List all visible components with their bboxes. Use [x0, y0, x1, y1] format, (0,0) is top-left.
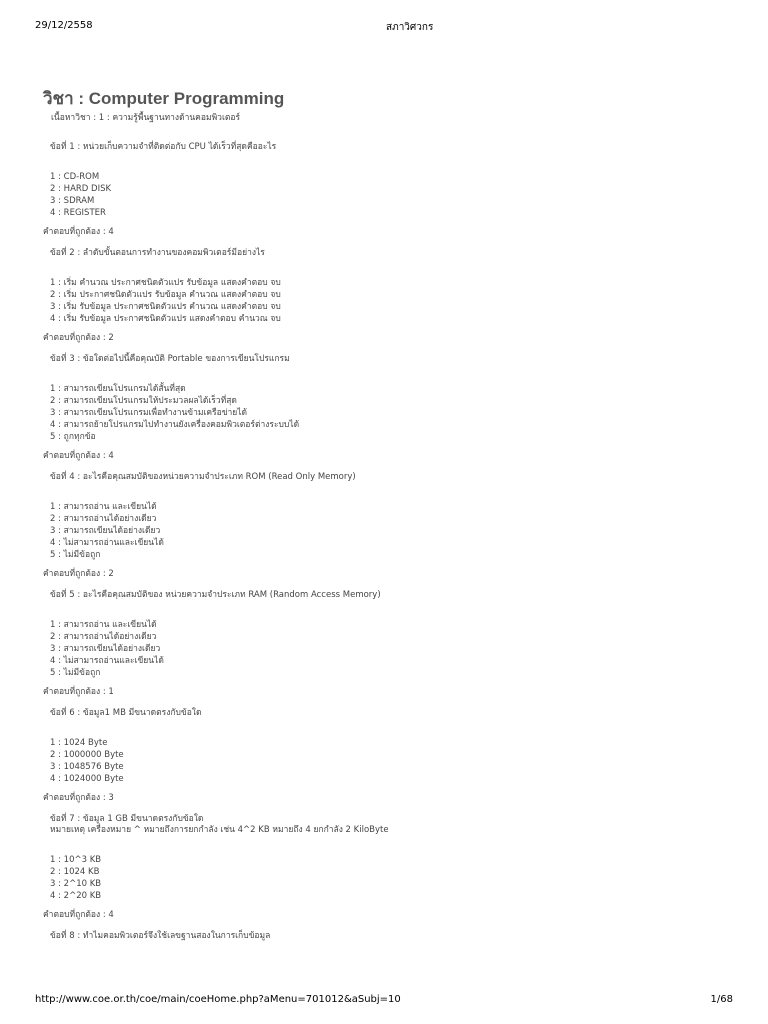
choice-item: 2 : สามารถอ่านได้อย่างเดียว	[50, 632, 157, 642]
choice-item: 2 : เริ่ม ประกาศชนิดตัวแปร รับข้อมูล คำนวณ แสดงคำตอบ จบ	[50, 290, 281, 300]
choice-list	[50, 171, 768, 219]
correct-answer: คำตอบที่ถูกต้อง : 2	[43, 333, 114, 343]
question-text: ข้อที่ 6 : ข้อมูล1 MB มีขนาดตรงกับข้อใด	[50, 708, 202, 718]
choice-item: 3 : สามารถเขียนได้อย่างเดียว	[50, 526, 161, 536]
choice-item: 1 : สามารถเขียนโปรแกรมได้สั้นที่สุด	[50, 384, 186, 394]
choice-item: 2 : สามารถเขียนโปรแกรมให้ประมวลผลได้เร็วที่สุด	[50, 396, 237, 406]
choice-item: 1 : สามารถอ่าน และเขียนได้	[50, 502, 157, 512]
choice-item: 5 : ไม่มีข้อถูก	[50, 550, 101, 560]
choice-item: 2 : 1000000 Byte	[50, 750, 124, 760]
choice-item: 4 : เริ่ม รับข้อมูล ประกาศชนิดตัวแปร แสดงคำตอบ คำนวณ จบ	[50, 314, 281, 324]
choice-item: 1 : CD-ROM	[50, 172, 100, 182]
page-subtitle: เนื้อหาวิชา : 1 : ความรู้พื้นฐานทางด้านคอมพิวเตอร์	[51, 113, 241, 123]
choice-item: 3 : 2^10 KB	[50, 879, 102, 889]
question-block	[0, 580, 768, 698]
choice-item: 3 : สามารถเขียนโปรแกรมเพื่อทำงานข้ามเครือข่ายได้	[50, 408, 248, 418]
choice-item: 2 : สามารถอ่านได้อย่างเดียว	[50, 514, 157, 524]
choice-item: 5 : ถูกทุกข้อ	[50, 432, 96, 442]
choice-item: 4 : ไม่สามารถอ่านและเขียนได้	[50, 656, 164, 666]
choice-item: 2 : 1024 KB	[50, 867, 100, 877]
choice-item: 3 : เริ่ม รับข้อมูล ประกาศชนิดตัวแปร คำนวณ แสดงคำตอบ จบ	[50, 302, 281, 312]
page-number: 1/68	[710, 994, 733, 1005]
choice-item: 3 : 1048576 Byte	[50, 762, 124, 772]
correct-answer: คำตอบที่ถูกต้อง : 1	[43, 687, 114, 697]
choice-list	[50, 854, 768, 902]
choice-item: 4 : 2^20 KB	[50, 891, 102, 901]
question-block	[0, 462, 768, 580]
correct-answer: คำตอบที่ถูกต้อง : 2	[43, 569, 114, 579]
correct-answer: คำตอบที่ถูกต้อง : 4	[43, 451, 114, 461]
choice-item: 4 : 1024000 Byte	[50, 774, 124, 784]
question-text: ข้อที่ 3 : ข้อใดต่อไปนี้คือคุณบัติ Portable ของการเขียนโปรแกรม	[50, 354, 290, 364]
footer-url[interactable]: http://www.coe.or.th/coe/main/coeHome.php?aMenu=701012&aSubj=10	[35, 994, 401, 1005]
choice-item: 1 : 10^3 KB	[50, 855, 102, 865]
choice-item: 1 : เริ่ม คำนวณ ประกาศชนิดตัวแปร รับข้อมูล แสดงคำตอบ จบ	[50, 278, 281, 288]
choice-item: 5 : ไม่มีข้อถูก	[50, 668, 101, 678]
question-block	[0, 344, 768, 462]
choice-item: 4 : สามารถย้ายโปรแกรมไปทำงานยังเครื่องคอมพิวเตอร์ต่างระบบได้	[50, 420, 300, 430]
site-title: สภาวิศวกร	[386, 22, 434, 33]
question-text: ข้อที่ 4 : อะไรคือคุณสมบัติของหน่วยความจำประเภท ROM (Read Only Memory)	[50, 472, 356, 482]
print-date: 29/12/2558	[35, 20, 93, 31]
choice-item: 1 : สามารถอ่าน และเขียนได้	[50, 620, 157, 630]
choice-list	[50, 619, 768, 679]
correct-answer: คำตอบที่ถูกต้อง : 4	[43, 910, 114, 920]
question-block	[0, 804, 768, 921]
question-text: ข้อที่ 7 : ข้อมูล 1 GB มีขนาดตรงกับข้อใด	[50, 814, 204, 824]
question-block	[0, 132, 768, 238]
choice-item: 3 : สามารถเขียนได้อย่างเดียว	[50, 644, 161, 654]
question-list	[0, 132, 768, 942]
choice-item: 1 : 1024 Byte	[50, 738, 108, 748]
question-text: ข้อที่ 8 : ทำไมคอมพิวเตอร์จึงใช้เลขฐานสองในการเก็บข้อมูล	[50, 931, 271, 941]
choice-item: 4 : REGISTER	[50, 208, 106, 218]
choice-list	[50, 383, 768, 443]
question-text: ข้อที่ 5 : อะไรคือคุณสมบัติของ หน่วยความจำประเภท RAM (Random Access Memory)	[50, 590, 381, 600]
page-title: วิชา : Computer Programming	[43, 89, 285, 108]
question-note: หมายเหตุ เครื่องหมาย ^ หมายถึงการยกกำลัง เช่น 4^2 KB หมายถึง 4 ยกกำลัง 2 KiloByte	[50, 825, 389, 835]
question-block	[0, 921, 768, 942]
correct-answer: คำตอบที่ถูกต้อง : 4	[43, 227, 114, 237]
choice-item: 2 : HARD DISK	[50, 184, 112, 194]
choice-list	[50, 277, 768, 325]
correct-answer: คำตอบที่ถูกต้อง : 3	[43, 793, 114, 803]
question-text: ข้อที่ 1 : หน่วยเก็บความจำที่ติดต่อกับ CPU ได้เร็วที่สุดคืออะไร	[50, 142, 277, 152]
choice-list	[50, 737, 768, 785]
choice-list	[50, 501, 768, 561]
question-block	[0, 238, 768, 344]
choice-item: 4 : ไม่สามารถอ่านและเขียนได้	[50, 538, 164, 548]
question-text: ข้อที่ 2 : ลำดับขั้นตอนการทำงานของคอมพิวเตอร์มีอย่างไร	[50, 248, 265, 258]
question-block	[0, 698, 768, 804]
choice-item: 3 : SDRAM	[50, 196, 95, 206]
